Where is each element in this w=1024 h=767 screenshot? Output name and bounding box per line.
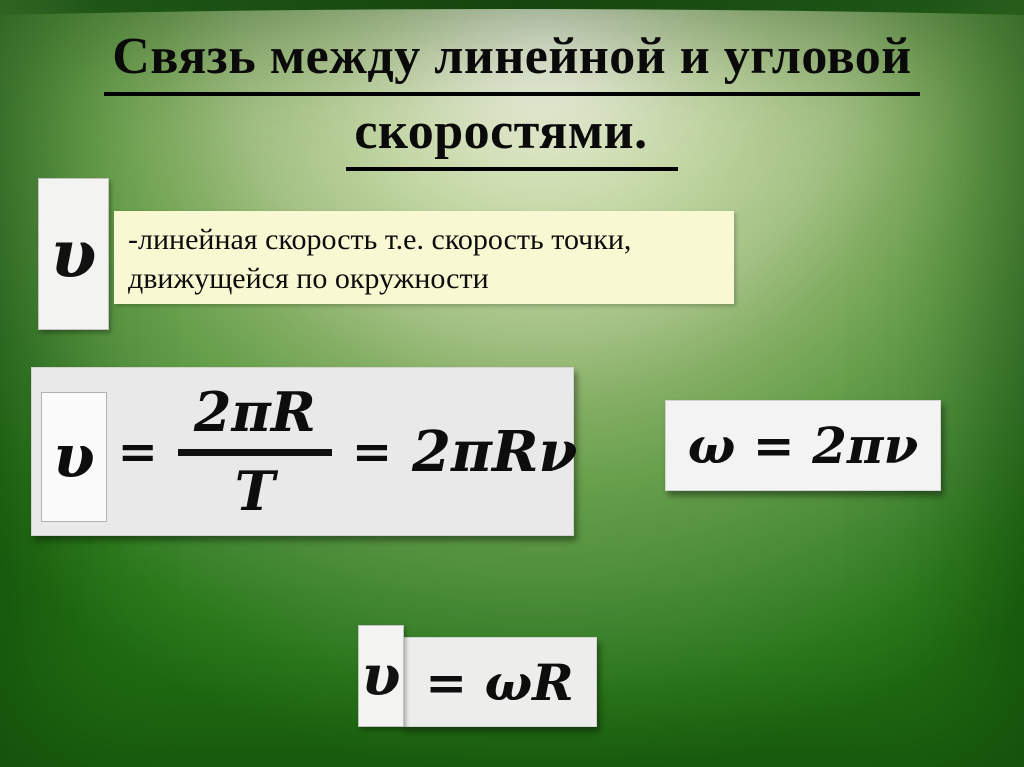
formula-main-rhs: 2πRν (412, 418, 578, 485)
definition-line-2: движущейся по окружности (128, 262, 489, 295)
formula-main-symbol-box (41, 392, 107, 522)
equals-sign: = (351, 423, 393, 480)
formula-omega-expression: ω = 2πν (687, 416, 919, 475)
title-line-2: скоростями. (346, 101, 677, 171)
linear-velocity-symbol-box (38, 178, 109, 330)
formula-omega-box (665, 400, 941, 491)
linear-velocity-symbol: υ (50, 215, 97, 293)
title-line-1: Связь между линейной и угловой (104, 26, 920, 96)
formula-bottom-lhs: υ (361, 643, 401, 709)
equals-sign: = (117, 423, 158, 480)
formula-bottom-rhs: = ωR (425, 652, 574, 712)
formula-bottom-box (402, 637, 597, 727)
fraction-denominator: T (234, 459, 275, 523)
definition-line-1: -линейная скорость т.е. скорость точки, (128, 223, 632, 256)
formula-main-box (31, 367, 578, 536)
formula-bottom-symbol-box (358, 625, 404, 727)
formula-main-expression (117, 368, 578, 535)
formula-main-lhs: υ (53, 422, 95, 492)
definition-box (114, 211, 734, 304)
fraction-numerator: 2πR (178, 381, 332, 456)
fraction (178, 381, 332, 522)
slide-title (0, 26, 1024, 171)
